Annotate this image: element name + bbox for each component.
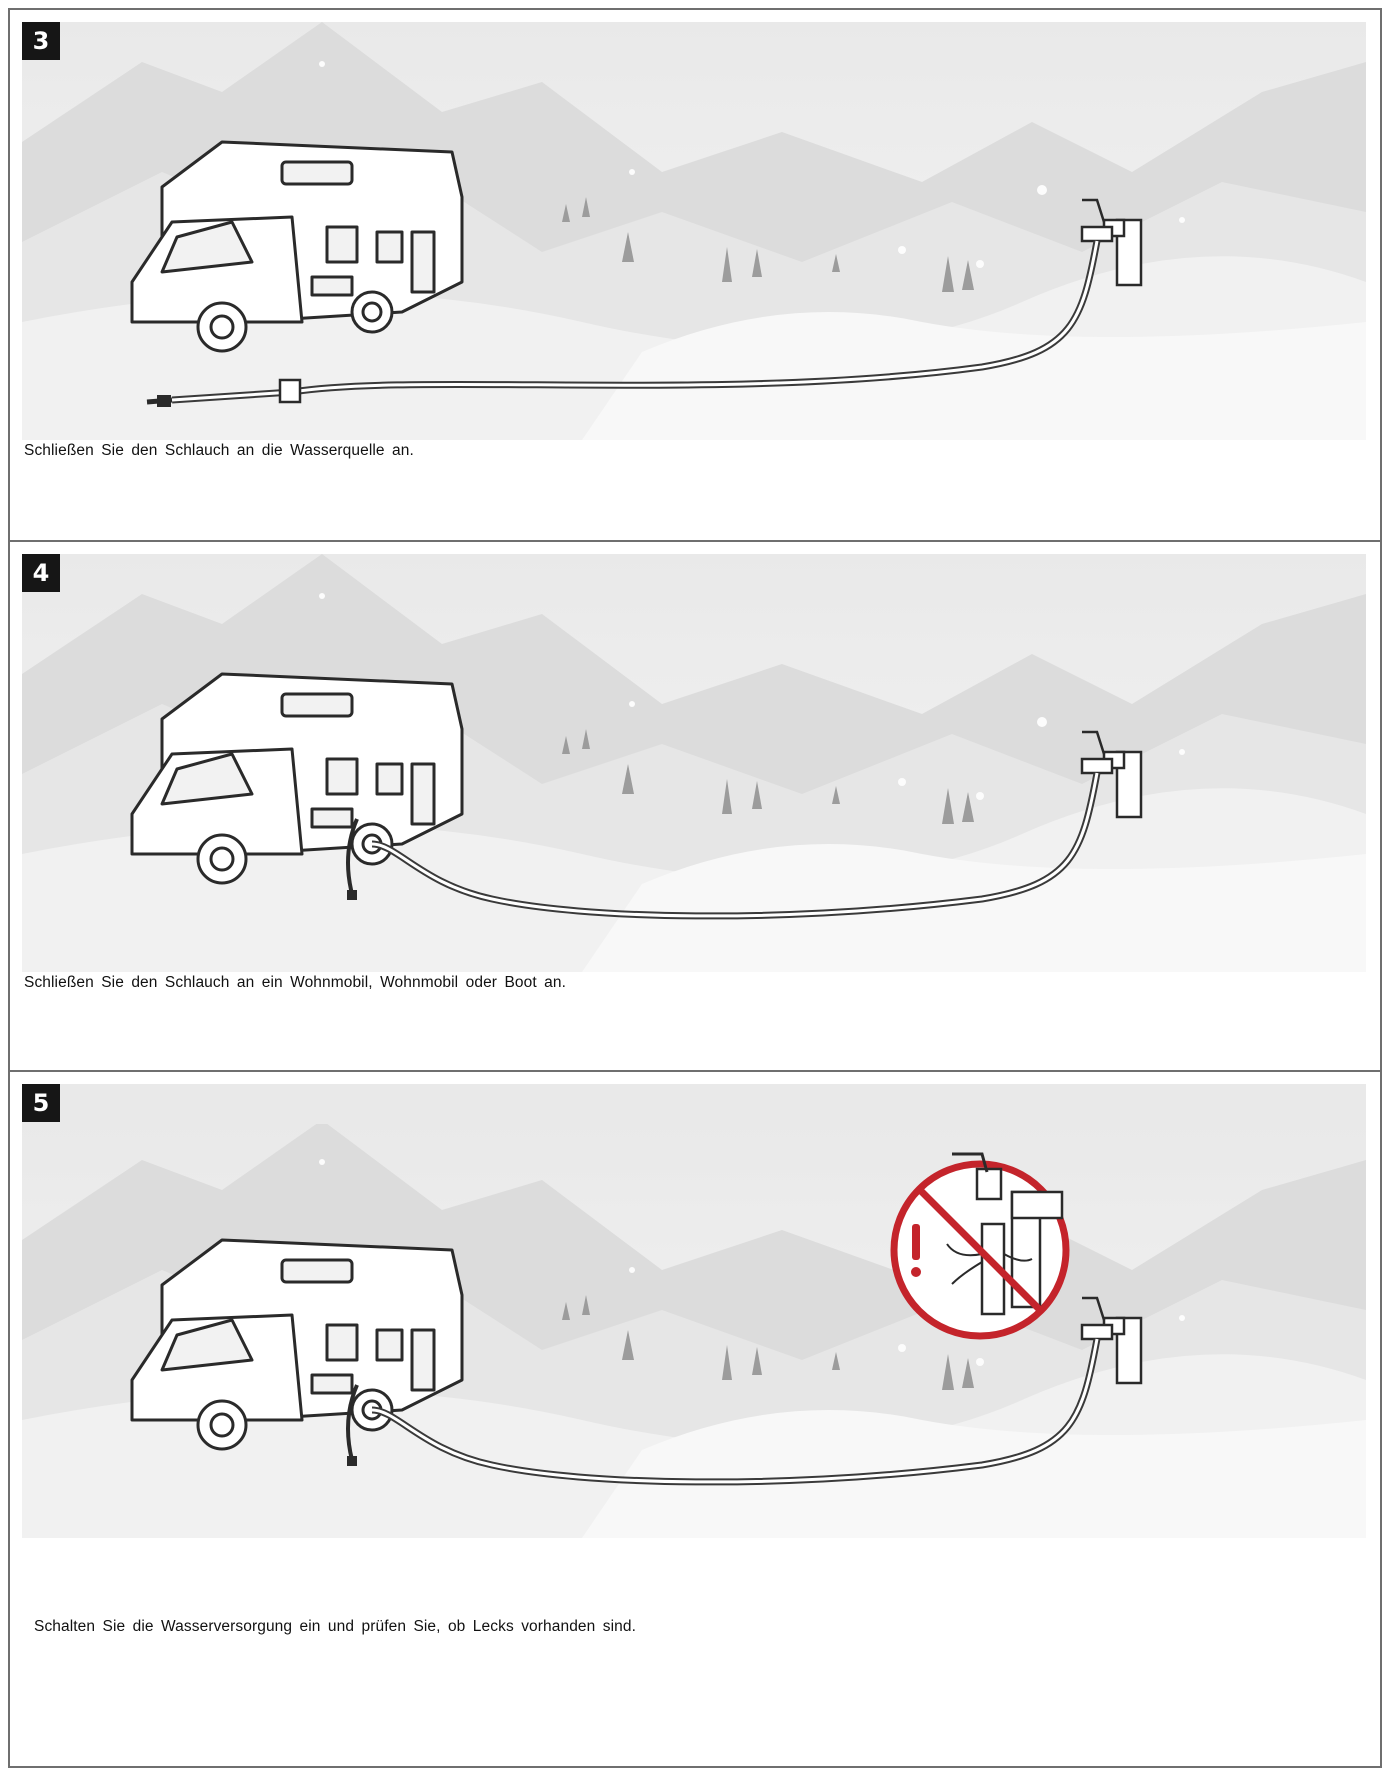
instruction-sheet: [8, 8, 1382, 1768]
step-5-panel: [10, 1070, 1380, 1766]
step-caption: Schließen Sie den Schlauch an ein Wohnmobil, Wohnmobil oder Boot an.: [24, 974, 567, 991]
step-3-panel: [10, 10, 1380, 540]
step-number-badge: 4: [22, 554, 60, 592]
step-illustration: [22, 22, 1366, 440]
step-illustration: [22, 554, 1366, 972]
step-number-badge: 3: [22, 22, 60, 60]
step-4-panel: [10, 540, 1380, 1070]
step-caption: Schalten Sie die Wasserversorgung ein und prüfen Sie, ob Lecks vorhanden sind.: [34, 1618, 637, 1635]
step-number-badge: 5: [22, 1084, 60, 1122]
step-illustration: [22, 1084, 1366, 1574]
step-caption: Schließen Sie den Schlauch an die Wasserquelle an.: [24, 442, 414, 459]
